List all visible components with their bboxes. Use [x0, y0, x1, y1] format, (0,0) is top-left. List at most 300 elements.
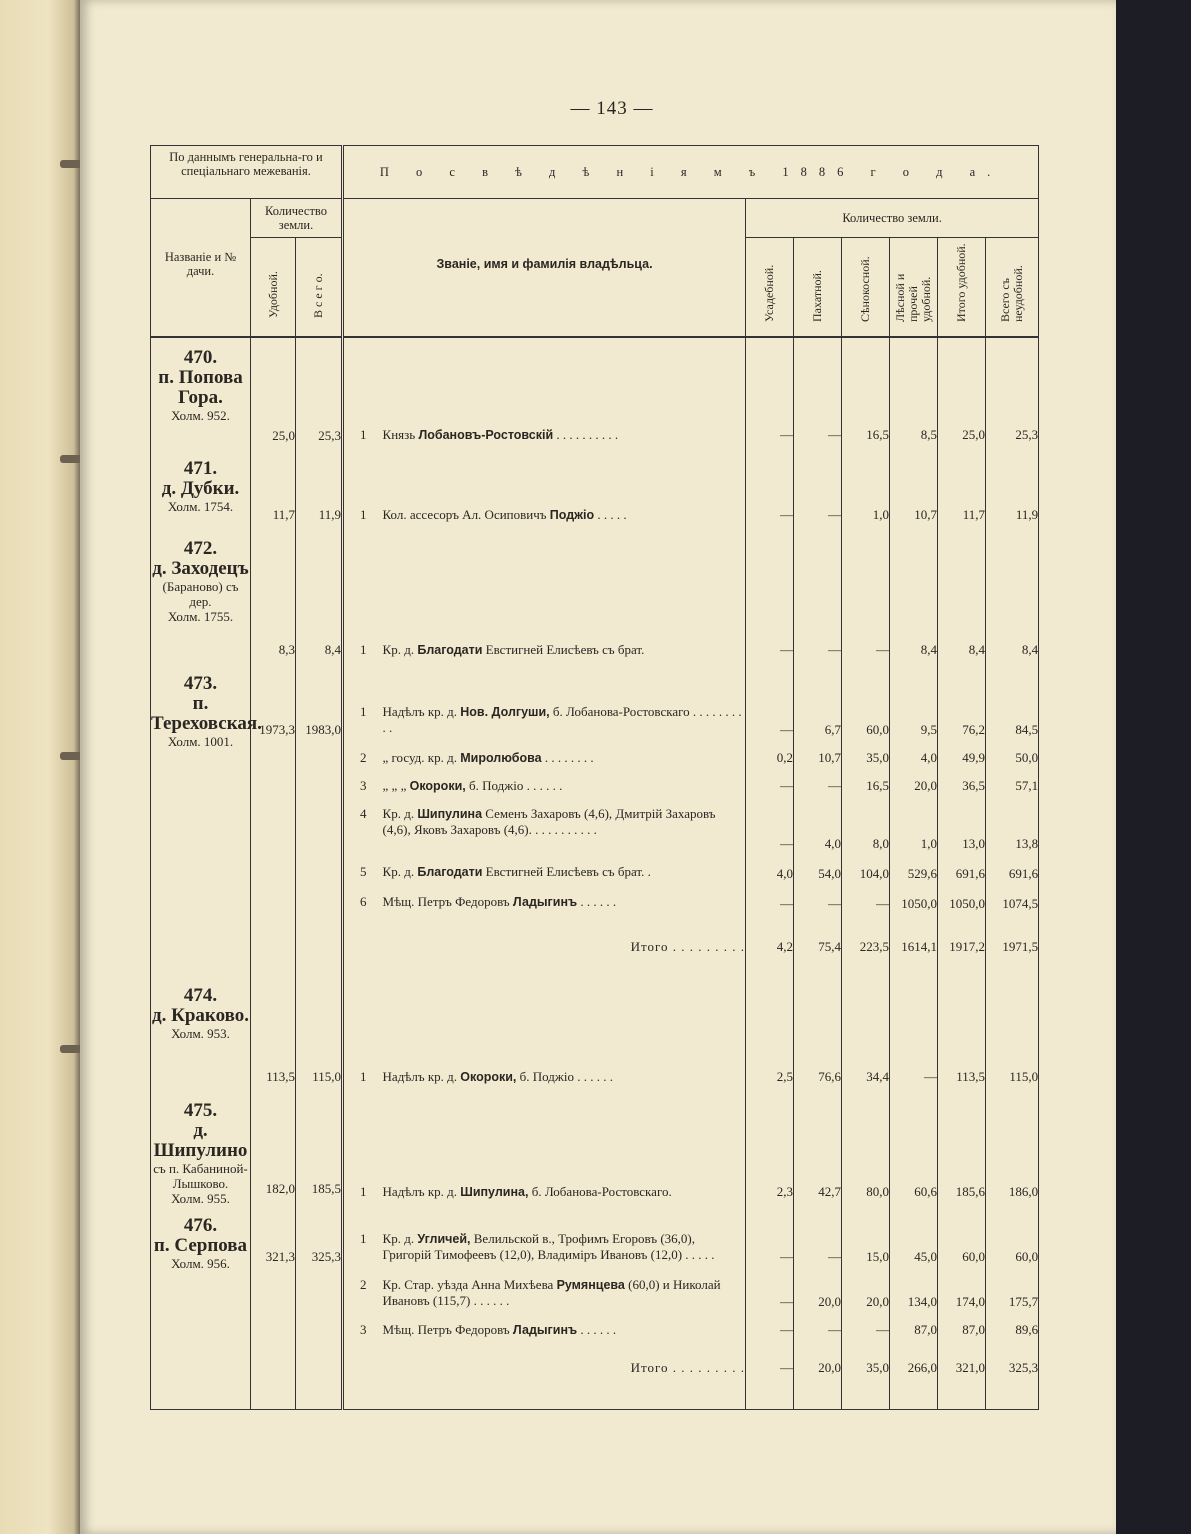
- owner-suffix: Семенъ Захаровъ (4,6), Дмитрій Захаровъ (4,6), Яковъ Захаровъ (4,6). . . . . . . . . . .: [382, 805, 716, 837]
- itogo-value: [794, 918, 842, 976]
- owner-surname: Ладыгинъ: [512, 894, 578, 909]
- owner-index: 1: [360, 426, 367, 442]
- land-value: [794, 858, 842, 888]
- land-value: [746, 800, 794, 858]
- owner-surname: Окороки,: [460, 1069, 517, 1084]
- land-value: [890, 449, 938, 529]
- owner-prefix: Кол. ассесоръ Ал. Осиповичъ: [382, 506, 550, 522]
- land-number: 6,7: [824, 721, 842, 737]
- itogo-value: [842, 918, 890, 976]
- land-value: [890, 858, 938, 888]
- land-number: 60,0: [962, 1248, 986, 1264]
- land-number: —: [828, 506, 842, 522]
- land-number: —: [876, 895, 890, 911]
- land-number: 8,4: [968, 641, 986, 657]
- land-number: 20,0: [866, 1293, 890, 1309]
- owner-prefix: „ госуд. кр. д.: [382, 749, 461, 765]
- land-value: [938, 800, 986, 858]
- owner-index: 1: [360, 1183, 367, 1199]
- land-value: [794, 1206, 842, 1271]
- total-value: [296, 1206, 343, 1392]
- itogo-value: [746, 918, 794, 976]
- land-value: [746, 664, 794, 744]
- land-value: [938, 1206, 986, 1271]
- land-value: [842, 664, 890, 744]
- owner-suffix: б. Поджіо . . . . . .: [516, 1068, 613, 1084]
- land-value: [986, 1316, 1039, 1344]
- col-header-senok: Сѣнокосной.: [842, 238, 890, 330]
- owner-name: [383, 529, 746, 664]
- land-value: [746, 1091, 794, 1206]
- total-value: [296, 337, 343, 449]
- owner-number: [343, 976, 383, 1091]
- owner-index: 6: [360, 893, 367, 909]
- land-value: [794, 772, 842, 800]
- land-number: —: [780, 506, 794, 522]
- owner-prefix: Кр. д.: [382, 863, 418, 879]
- owner-prefix: Кр. д.: [382, 641, 418, 657]
- itogo-value: [938, 1344, 986, 1392]
- land-value: [986, 529, 1039, 664]
- owner-surname: Шипулина,: [460, 1184, 529, 1199]
- land-number: —: [780, 835, 794, 851]
- place-name: д. Заходецъ: [152, 557, 249, 579]
- place-ref: Холм. 1755.: [167, 608, 234, 624]
- land-value: [842, 1271, 890, 1316]
- place-name: п. Попова Гора.: [158, 366, 243, 408]
- useful-value: [251, 1206, 296, 1392]
- land-value: [746, 888, 794, 918]
- useful-number: 113,5: [266, 1068, 295, 1084]
- land-number: —: [780, 721, 794, 737]
- total-number: 1983,0: [305, 721, 342, 737]
- table-row: [151, 1206, 1039, 1271]
- total-number: 185,5: [311, 1180, 342, 1196]
- binding-tab: [60, 1045, 82, 1053]
- owner-name: [383, 664, 746, 744]
- land-number: 50,0: [1015, 749, 1039, 765]
- useful-value: [251, 337, 296, 449]
- itogo-number: —: [780, 1359, 794, 1375]
- owner-prefix: Надѣлъ кр. д.: [382, 703, 461, 719]
- owner-suffix: Евстигней Елисѣевъ съ брат. .: [482, 863, 651, 879]
- useful-number: 321,3: [265, 1248, 295, 1264]
- land-number: 4,0: [824, 835, 842, 851]
- land-number: 57,1: [1015, 777, 1039, 793]
- owner-index: 5: [360, 863, 367, 879]
- owner-prefix: Мѣщ. Петръ Федоровъ: [382, 1321, 513, 1337]
- land-value: [794, 744, 842, 772]
- land-value: [986, 744, 1039, 772]
- owner-index: 1: [360, 1230, 367, 1246]
- land-number: 8,0: [872, 835, 890, 851]
- col-header-lesn: Лѣсной и прочей удобной.: [890, 238, 938, 330]
- owner-index: 1: [360, 703, 367, 719]
- land-value: [842, 1091, 890, 1206]
- land-number: 529,6: [907, 865, 938, 881]
- land-number: 87,0: [962, 1321, 986, 1337]
- useful-number: 182,0: [265, 1180, 295, 1196]
- land-value: [986, 1091, 1039, 1206]
- owner-surname: Румянцева: [556, 1277, 625, 1292]
- place-number: 471.: [183, 457, 218, 479]
- total-value: [296, 449, 343, 529]
- land-value: [986, 449, 1039, 529]
- place-name: д. Шипулино: [153, 1119, 248, 1161]
- col-header-pakh: Пахатной.: [794, 238, 842, 330]
- land-value: [794, 529, 842, 664]
- owner-surname: Окороки,: [409, 778, 466, 793]
- place-cell: [151, 449, 251, 529]
- owner-number: [343, 744, 383, 772]
- land-value: [938, 744, 986, 772]
- land-number: 20,0: [818, 1293, 842, 1309]
- binding-tab: [60, 455, 82, 463]
- place-ref: Холм. 1754.: [167, 498, 234, 514]
- land-number: 4,0: [776, 865, 794, 881]
- itogo-number: 75,4: [818, 938, 842, 954]
- itogo-text: Итого . . . . . . . . .: [630, 938, 746, 954]
- owner-surname: Шипулина: [417, 806, 483, 821]
- itogo-number: 1971,5: [1002, 938, 1039, 954]
- place-name: п. Серпова: [153, 1234, 248, 1256]
- land-value: [938, 1316, 986, 1344]
- useful-value: [251, 529, 296, 664]
- itogo-number: 20,0: [818, 1359, 842, 1375]
- place-name: д. Краково.: [151, 1004, 250, 1026]
- land-number: —: [828, 1321, 842, 1337]
- itogo-number: 325,3: [1008, 1359, 1039, 1375]
- land-table: [150, 145, 1039, 1410]
- land-number: 10,7: [914, 506, 938, 522]
- land-value: [890, 337, 938, 449]
- land-number: 25,3: [1015, 426, 1039, 442]
- land-number: 13,8: [1015, 835, 1039, 851]
- owner-suffix: . . . . . .: [577, 1321, 617, 1337]
- owner-name: [383, 772, 746, 800]
- land-value: [794, 449, 842, 529]
- table-body: [151, 337, 1039, 1410]
- land-number: 691,6: [955, 865, 986, 881]
- itogo-value: [890, 1344, 938, 1392]
- land-number: 76,2: [962, 721, 986, 737]
- total-value: [296, 1091, 343, 1206]
- total-col-header: В с е г о.: [296, 238, 343, 330]
- owner-col-header: Званіе, имя и фамилія владѣльца.: [343, 199, 746, 330]
- total-value: [296, 529, 343, 664]
- land-number: 691,6: [1008, 865, 1039, 881]
- land-number: —: [780, 641, 794, 657]
- owner-index: 2: [360, 749, 367, 765]
- owner-suffix: . . . . . . . . . .: [553, 426, 619, 442]
- place-cell: [151, 976, 251, 1091]
- itogo-spacer: [343, 918, 383, 976]
- total-value: [296, 664, 343, 976]
- land-number: —: [828, 641, 842, 657]
- land-value: [890, 744, 938, 772]
- owner-name: [383, 1206, 746, 1271]
- owner-suffix: б. Поджіо . . . . . .: [465, 777, 563, 793]
- land-number: 175,7: [1008, 1293, 1039, 1309]
- land-number: —: [780, 895, 794, 911]
- land-value: [890, 664, 938, 744]
- land-value: [890, 800, 938, 858]
- useful-value: [251, 664, 296, 976]
- owner-name: [383, 888, 746, 918]
- owner-number: [343, 1091, 383, 1206]
- owner-prefix: Кр. Стар. уѣзда Анна Михѣева: [382, 1276, 557, 1292]
- owner-number: [343, 1316, 383, 1344]
- land-number: —: [780, 1248, 794, 1264]
- col-header-usad: Усадебной.: [746, 238, 794, 330]
- land-value: [938, 337, 986, 449]
- land-number: 80,0: [866, 1183, 890, 1199]
- previous-page-edge: [0, 0, 80, 1534]
- land-number: 13,0: [962, 835, 986, 851]
- table-bottom: [151, 1392, 1039, 1410]
- land-number: 60,0: [1015, 1248, 1039, 1264]
- owner-surname: Угличей,: [417, 1231, 471, 1246]
- land-value: [986, 858, 1039, 888]
- land-value: [794, 1271, 842, 1316]
- owner-number: [343, 337, 383, 449]
- land-value: [746, 1316, 794, 1344]
- useful-value: [251, 1091, 296, 1206]
- land-number: 16,5: [866, 426, 890, 442]
- owner-surname: Благодати: [417, 642, 483, 657]
- owner-surname: Лобановъ-Ростовскій: [418, 427, 554, 442]
- owner-name: [383, 1316, 746, 1344]
- qty-land-new-header: Количество земли.: [746, 199, 1039, 238]
- land-number: 174,0: [955, 1293, 986, 1309]
- land-number: 89,6: [1015, 1321, 1039, 1337]
- owner-suffix: б. Лобанова-Ростовскаго.: [528, 1183, 672, 1199]
- owner-surname: Ладыгинъ: [512, 1322, 578, 1337]
- land-value: [746, 529, 794, 664]
- land-number: 42,7: [818, 1183, 842, 1199]
- place-number: 470.: [183, 346, 218, 368]
- land-value: [938, 772, 986, 800]
- itogo-number: 4,2: [776, 938, 794, 954]
- owner-index: 1: [360, 506, 367, 522]
- land-value: [746, 772, 794, 800]
- owner-name: [383, 1091, 746, 1206]
- page-number: — 143 —: [570, 98, 654, 119]
- owner-name: [383, 337, 746, 449]
- owner-prefix: Надѣлъ кр. д.: [382, 1068, 461, 1084]
- place-number: 474.: [183, 984, 218, 1006]
- land-number: —: [780, 1293, 794, 1309]
- land-number: 54,0: [818, 865, 842, 881]
- land-number: 8,5: [920, 426, 938, 442]
- land-value: [890, 1091, 938, 1206]
- land-value: [746, 1271, 794, 1316]
- owner-prefix: Надѣлъ кр. д.: [382, 1183, 461, 1199]
- owner-suffix: . . . . . .: [577, 893, 617, 909]
- land-value: [986, 1271, 1039, 1316]
- land-value: [794, 337, 842, 449]
- itogo-value: [794, 1344, 842, 1392]
- land-value: [842, 337, 890, 449]
- useful-number: 25,0: [272, 427, 295, 443]
- owner-name: [383, 449, 746, 529]
- owner-prefix: Кр. д.: [382, 1230, 418, 1246]
- land-number: 20,0: [914, 777, 938, 793]
- land-value: [938, 1271, 986, 1316]
- land-value: [794, 888, 842, 918]
- land-number: 8,4: [920, 641, 938, 657]
- land-number: 0,2: [776, 749, 794, 765]
- owner-suffix: . . . . . . . .: [541, 749, 594, 765]
- place-ref: Холм. 955.: [171, 1190, 230, 1206]
- land-number: 87,0: [914, 1321, 938, 1337]
- itogo-number: 321,0: [955, 1359, 986, 1375]
- land-value: [842, 529, 890, 664]
- col-header-itogo-ud: Итого удобной.: [938, 238, 986, 330]
- land-number: 35,0: [866, 749, 890, 765]
- owner-index: 4: [360, 805, 367, 821]
- itogo-text: Итого . . . . . . . . .: [630, 1359, 746, 1375]
- total-number: 25,3: [318, 427, 342, 443]
- land-number: —: [924, 1068, 938, 1084]
- land-number: —: [780, 1321, 794, 1337]
- land-number: —: [780, 777, 794, 793]
- table-row: [151, 1091, 1039, 1206]
- land-value: [746, 858, 794, 888]
- land-number: 1050,0: [901, 895, 938, 911]
- land-number: —: [828, 1248, 842, 1264]
- land-value: [938, 449, 986, 529]
- land-number: 34,4: [866, 1068, 890, 1084]
- land-value: [986, 337, 1039, 449]
- owner-name: [383, 858, 746, 888]
- owner-number: [343, 858, 383, 888]
- land-value: [842, 772, 890, 800]
- land-value: [842, 1316, 890, 1344]
- land-number: 10,7: [818, 749, 842, 765]
- owner-suffix: Велильской в., Трофимъ Егоровъ (36,0), Григорій Тимофеевъ (12,0), Владиміръ Ивановъ (12,0) . . . . .: [382, 1230, 715, 1262]
- binding-tab: [60, 752, 82, 760]
- place-cell: [151, 1206, 251, 1392]
- place-cell: [151, 1091, 251, 1206]
- total-number: 115,0: [312, 1068, 342, 1084]
- owner-prefix: „ „ „: [382, 777, 410, 793]
- land-number: 2,3: [776, 1183, 794, 1199]
- itogo-value: [842, 1344, 890, 1392]
- itogo-number: 1917,2: [949, 938, 986, 954]
- land-number: 76,6: [818, 1068, 842, 1084]
- land-value: [842, 1206, 890, 1271]
- owner-prefix: Князь: [382, 426, 419, 442]
- qty-land-old-header: Количество земли.: [251, 199, 343, 238]
- land-number: —: [780, 426, 794, 442]
- land-number: —: [876, 1321, 890, 1337]
- land-value: [938, 976, 986, 1091]
- land-value: [938, 858, 986, 888]
- owner-number: [343, 888, 383, 918]
- land-value: [986, 1206, 1039, 1271]
- itogo-number: 35,0: [866, 1359, 890, 1375]
- owner-index: 3: [360, 1321, 367, 1337]
- owner-prefix: Кр. д.: [382, 805, 418, 821]
- land-number: —: [828, 895, 842, 911]
- land-value: [890, 1271, 938, 1316]
- owner-index: 3: [360, 777, 367, 793]
- place-ref: Холм. 1001.: [167, 733, 234, 749]
- land-value: [986, 800, 1039, 858]
- land-number: 49,9: [962, 749, 986, 765]
- owner-suffix: (60,0) и Николай Ивановъ (115,7) . . . . . .: [382, 1276, 721, 1308]
- land-number: 60,0: [866, 721, 890, 737]
- owner-name: [383, 1271, 746, 1316]
- useful-value: [251, 976, 296, 1091]
- owner-surname: Миролюбова: [460, 750, 542, 765]
- total-number: 8,4: [324, 641, 342, 657]
- land-value: [938, 888, 986, 918]
- owner-number: [343, 772, 383, 800]
- land-number: 1074,5: [1002, 895, 1039, 911]
- owner-surname: Поджіо: [549, 507, 595, 522]
- useful-number: 11,7: [272, 506, 295, 522]
- land-value: [746, 1206, 794, 1271]
- land-number: 9,5: [920, 721, 938, 737]
- place-number: 475.: [183, 1099, 218, 1121]
- owner-index: 2: [360, 1276, 367, 1292]
- land-value: [842, 888, 890, 918]
- owner-prefix: Мѣщ. Петръ Федоровъ: [382, 893, 513, 909]
- land-number: 15,0: [866, 1248, 890, 1264]
- land-value: [842, 858, 890, 888]
- table-row: [151, 337, 1039, 449]
- survey-title: По даннымъ генеральна-го и спеціальнаго межеванія.: [151, 146, 343, 199]
- table-row: [151, 529, 1039, 664]
- itogo-value: [986, 918, 1039, 976]
- survey-1886-title: П о с в ѣ д ѣ н і я м ъ 1886 г о д а.: [343, 146, 1039, 199]
- land-value: [746, 744, 794, 772]
- useful-number: 1973,3: [259, 721, 295, 737]
- land-value: [842, 744, 890, 772]
- land-number: 1,0: [872, 506, 890, 522]
- place-name: д. Дубки.: [161, 477, 240, 499]
- land-value: [938, 664, 986, 744]
- land-value: [890, 888, 938, 918]
- land-number: —: [876, 641, 890, 657]
- land-value: [986, 772, 1039, 800]
- place-ref: Холм. 952.: [171, 407, 230, 423]
- total-number: 325,3: [311, 1248, 342, 1264]
- land-number: 11,9: [1015, 506, 1039, 522]
- place-cell: [151, 529, 251, 664]
- owner-number: [343, 449, 383, 529]
- place-number: 472.: [183, 537, 218, 559]
- land-value: [842, 976, 890, 1091]
- land-number: 185,6: [955, 1183, 986, 1199]
- land-number: 11,7: [962, 506, 986, 522]
- land-number: —: [828, 777, 842, 793]
- owner-name: [383, 976, 746, 1091]
- land-value: [938, 1091, 986, 1206]
- itogo-value: [890, 918, 938, 976]
- place-number: 476.: [183, 1214, 218, 1236]
- land-number: 60,6: [914, 1183, 938, 1199]
- itogo-value: [938, 918, 986, 976]
- land-number: 186,0: [1008, 1183, 1039, 1199]
- itogo-number: 1614,1: [901, 938, 938, 954]
- place-ref: Холм. 956.: [171, 1255, 230, 1271]
- owner-index: 1: [360, 641, 367, 657]
- land-number: 84,5: [1015, 721, 1039, 737]
- owner-number: [343, 664, 383, 744]
